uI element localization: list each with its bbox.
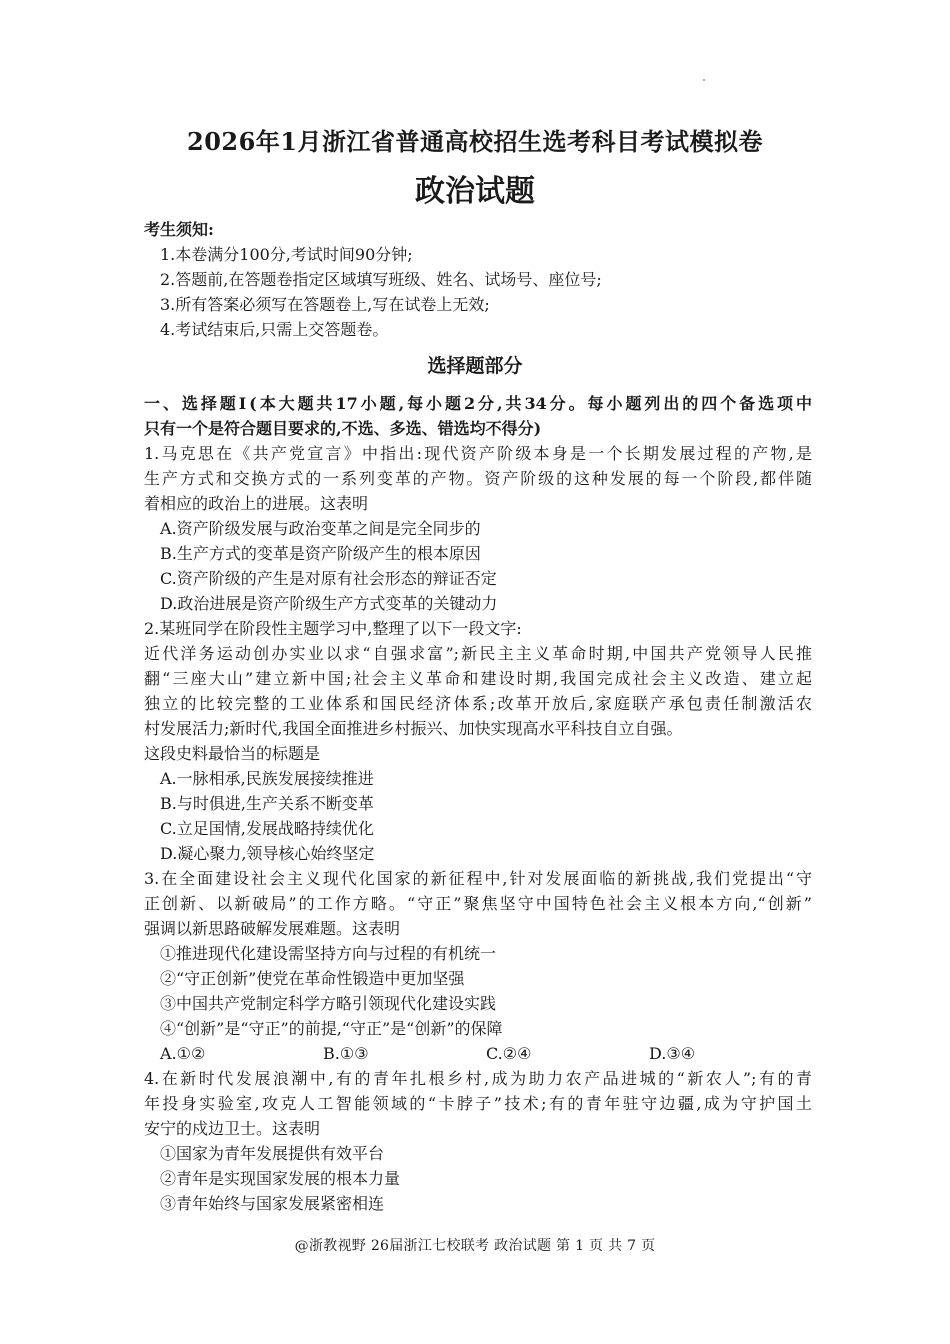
q3-stem-line: 强调以新思路破解发展难题。这表明 xyxy=(144,919,401,938)
q2-option-c: C.立足国情,发展战略持续优化 xyxy=(160,819,374,838)
q2-stem-line: 独立的比较完整的工业体系和国民经济体系;改革开放后,家庭联产承包责任制激活农 xyxy=(144,694,812,713)
q3-choice-b: B.①③ xyxy=(323,1044,369,1063)
notice-item: 3.所有答案必须写在答题卷上,写在试卷上无效; xyxy=(160,295,490,314)
q1-stem-line: 生产方式和交换方式的一系列变革的产物。资产阶级的这种发展的每一个阶段,都伴随 xyxy=(144,469,812,488)
q2-stem-line: 村发展活力;新时代,我国全面推进乡村振兴、加快实现高水平科技自立自强。 xyxy=(144,719,683,738)
section-intro-line: 只有一个是符合题目要求的,不选、多选、错选均不得分) xyxy=(144,419,542,438)
q1-option-a: A.资产阶级发展与政治变革之间是完全同步的 xyxy=(160,519,481,538)
exam-subtitle: 政治试题 xyxy=(415,174,535,209)
q3-statement: ③中国共产党制定科学方略引领现代化建设实践 xyxy=(160,994,497,1013)
q1-option-b: B.生产方式的变革是资产阶级产生的根本原因 xyxy=(160,544,481,563)
notice-item: 1.本卷满分100分,考试时间90分钟; xyxy=(160,245,413,264)
section-heading: 选择题部分 xyxy=(427,355,523,377)
q1-stem-line: 着相应的政治上的进展。这表明 xyxy=(144,494,369,513)
q4-stem-line: 年投身实验室,攻克人工智能领域的“卡脖子”技术;有的青年驻守边疆,成为守护国土 xyxy=(144,1094,812,1113)
q3-statement: ④“创新”是“守正”的前提,“守正”是“创新”的保障 xyxy=(160,1019,503,1038)
q4-statement: ③青年始终与国家发展紧密相连 xyxy=(160,1194,385,1213)
q3-stem-line: 3.在全面建设社会主义现代化国家的新征程中,针对发展面临的新挑战,我们党提出“守 xyxy=(144,869,812,888)
q2-option-a: A.一脉相承,民族发展接续推进 xyxy=(160,769,374,788)
q1-option-c: C.资产阶级的产生是对原有社会形态的辩证否定 xyxy=(160,569,497,588)
q2-option-b: B.与时俱进,生产关系不断变革 xyxy=(160,794,374,813)
notice-item: 4.考试结束后,只需上交答题卷。 xyxy=(160,320,389,339)
exam-title: 2026年1月浙江省普通高校招生选考科目考试模拟卷 xyxy=(187,127,763,156)
notice-list xyxy=(160,242,602,342)
question-body xyxy=(144,391,812,1216)
q4-stem-line: 4.在新时代发展浪潮中,有的青年扎根乡村,成为助力农产品进城的“新农人”;有的青 xyxy=(144,1069,812,1088)
q2-stem-line: 近代洋务运动创办实业以求“自强求富”;新民主主义革命时期,中国共产党领导人民推 xyxy=(144,644,812,663)
q1-stem-line: 1.马克思在《共产党宣言》中指出:现代资产阶级本身是一个长期发展过程的产物,是 xyxy=(144,444,812,463)
q1-option-d: D.政治进展是资产阶级生产方式变革的关键动力 xyxy=(160,594,498,613)
section-intro-line: 一、选择题Ⅰ(本大题共17小题,每小题2分,共34分。每小题列出的四个备选项中 xyxy=(144,394,812,413)
q2-stem-line: 翻“三座大山”建立新中国;社会主义革命和建设时期,我国完成社会主义改造、建立起 xyxy=(144,669,812,688)
q4-statement: ①国家为青年发展提供有效平台 xyxy=(160,1144,385,1163)
q3-statement: ②“守正创新”使党在革命性锻造中更加坚强 xyxy=(160,969,465,988)
notice-item: 2.答题前,在答题卷指定区域填写班级、姓名、试场号、座位号; xyxy=(160,270,602,289)
scan-speck xyxy=(703,79,705,81)
q4-statement: ②青年是实现国家发展的根本力量 xyxy=(160,1169,401,1188)
q3-choice-a: A.①② xyxy=(160,1044,206,1063)
q3-stem-line: 正创新、以新破局”的工作方略。“守正”聚焦坚守中国特色社会主义根本方向,“创新” xyxy=(144,894,812,913)
q3-choice-c: C.②④ xyxy=(486,1044,532,1063)
q4-stem-line: 安宁的戍边卫士。这表明 xyxy=(144,1119,321,1138)
q3-choice-d: D.③④ xyxy=(649,1044,696,1063)
page-footer: @浙教视野 26届浙江七校联考 政治试题 第 1 页 共 7 页 xyxy=(294,1238,656,1254)
notice-heading: 考生须知: xyxy=(144,220,214,239)
q2-stem-line: 这段史料最恰当的标题是 xyxy=(144,744,321,763)
q3-statement: ①推进现代化建设需坚持方向与过程的有机统一 xyxy=(160,944,497,963)
q2-option-d: D.凝心聚力,领导核心始终坚定 xyxy=(160,844,375,863)
q2-stem-line: 2.某班同学在阶段性主题学习中,整理了以下一段文字: xyxy=(144,619,522,638)
q3-choices xyxy=(144,1041,812,1066)
